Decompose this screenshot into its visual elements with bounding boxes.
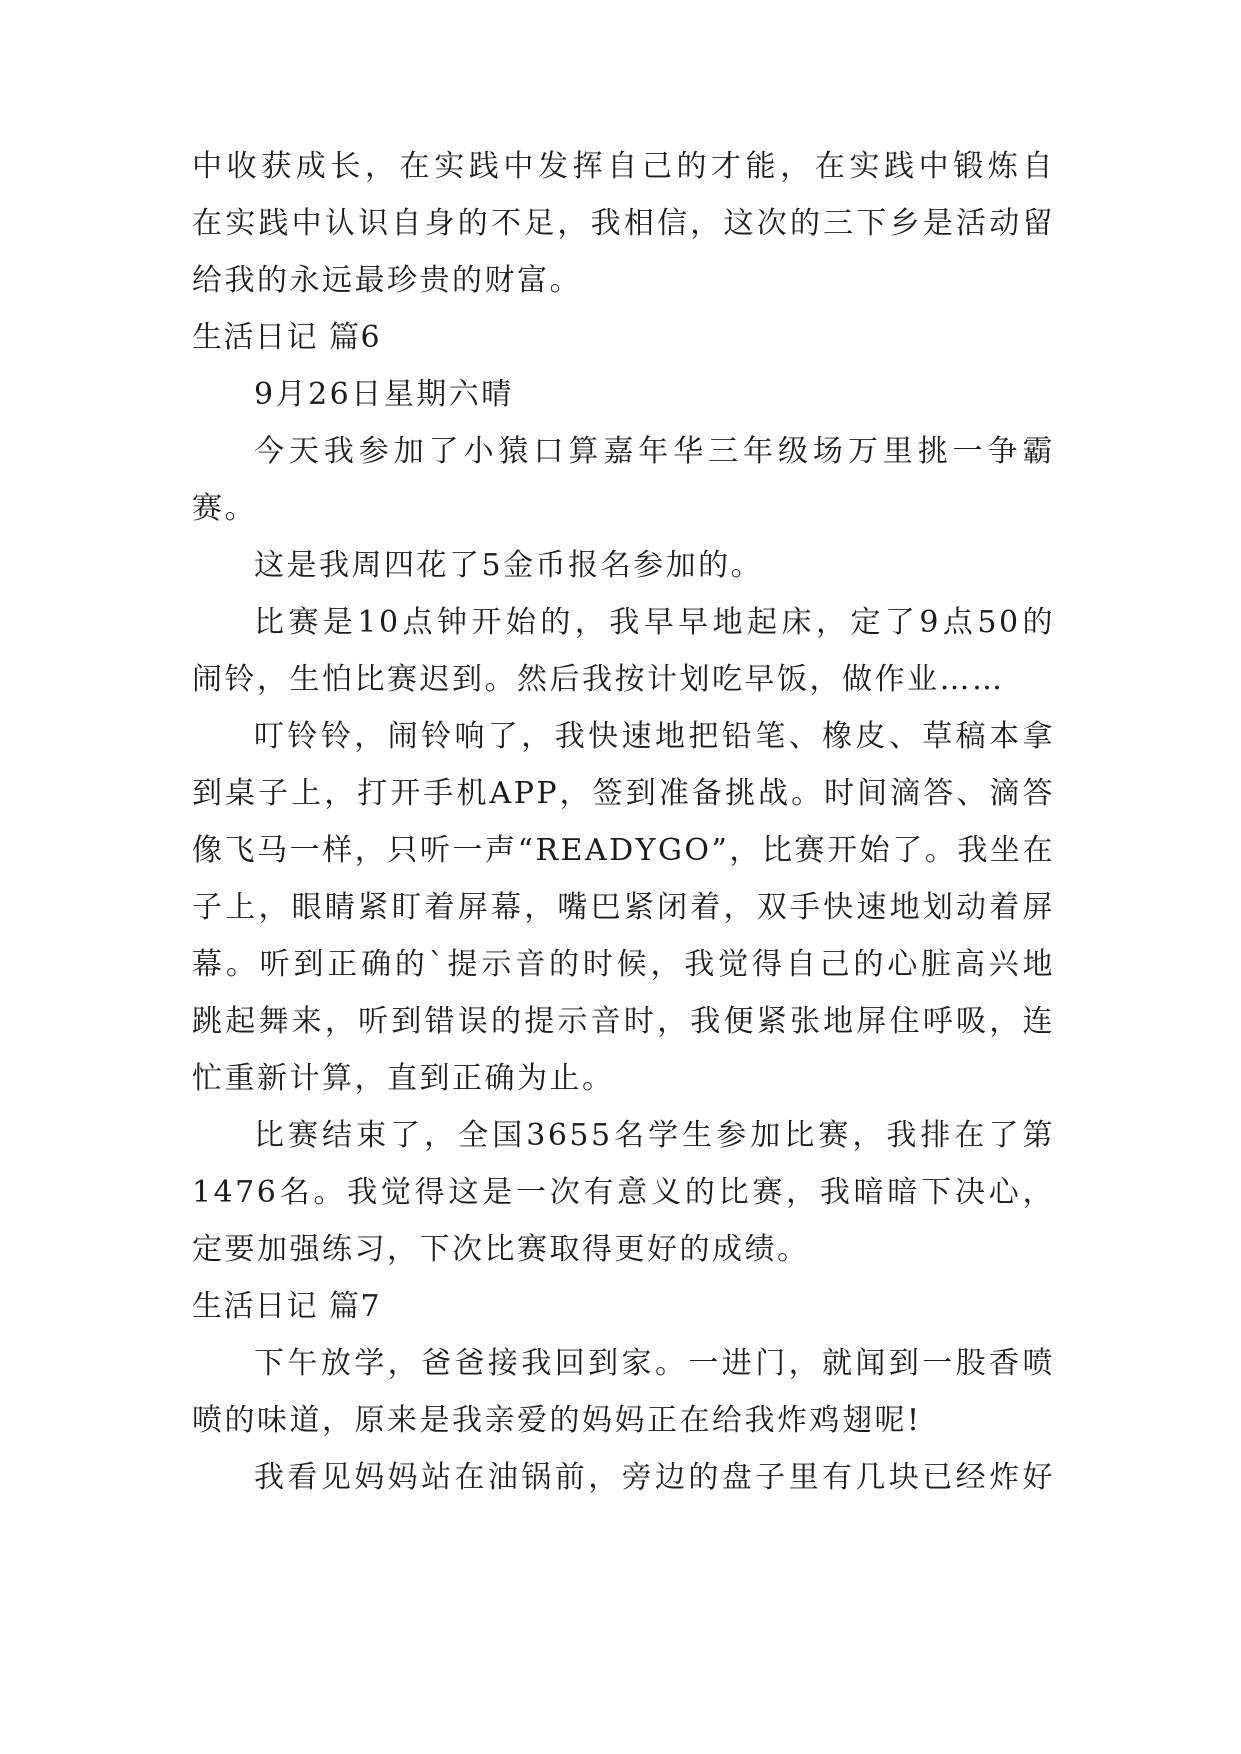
text-line: 我看见妈妈站在油锅前，旁边的盘子里有几块已经炸好 [254, 1460, 1055, 1495]
text-line: 1476名。我觉得这是一次有意义的比赛，我暗暗下决心， [192, 1175, 1055, 1210]
text-line: 今天我参加了小猿口算嘉年华三年级场万里挑一争霸 [254, 434, 1055, 469]
text-line: 定要加强练习，下次比赛取得更好的成绩。 [192, 1232, 810, 1267]
text-line: 像飞马一样，只听一声“READYGO”，比赛开始了。我坐在 [192, 833, 1055, 868]
text-line: 子上，眼睛紧盯着屏幕，嘴巴紧闭着，双手快速地划动着屏 [192, 890, 1055, 925]
text-line: 赛。 [192, 491, 257, 526]
text-line: 下午放学，爸爸接我回到家。一进门，就闻到一股香喷 [254, 1346, 1055, 1381]
text-line: 幕。听到正确的`提示音的时候，我觉得自己的心脏高兴地 [192, 947, 1055, 982]
text-line: 这是我周四花了5金币报名参加的。 [254, 548, 764, 583]
text-line: 叮铃铃，闹铃响了，我快速地把铅笔、橡皮、草稿本拿 [254, 719, 1055, 754]
text-line: 比赛是10点钟开始的，我早早地起床，定了9点50的 [254, 605, 1055, 640]
text-line: 跳起舞来，听到错误的提示音时，我便紧张地屏住呼吸，连 [192, 1004, 1055, 1039]
text-line: 9月26日星期六晴 [254, 377, 514, 412]
text-line: 给我的永远最珍贵的财富。 [192, 263, 582, 298]
text-line: 中收获成长，在实践中发挥自己的才能，在实践中锻炼自 [192, 149, 1055, 184]
text-line: 喷的味道，原来是我亲爱的妈妈正在给我炸鸡翅呢! [192, 1403, 922, 1438]
document-page [192, 138, 1055, 1506]
text-line: 闹铃，生怕比赛迟到。然后我按计划吃早饭，做作业…… [192, 662, 1005, 697]
text-line: 比赛结束了，全国3655名学生参加比赛，我排在了第 [254, 1118, 1055, 1153]
text-line: 在实践中认识自身的不足，我相信，这次的三下乡是活动留 [192, 206, 1055, 241]
section-heading: 生活日记 篇6 [192, 320, 382, 355]
section-heading: 生活日记 篇7 [192, 1289, 382, 1324]
text-line: 到桌子上，打开手机APP，签到准备挑战。时间滴答、滴答 [192, 776, 1055, 811]
text-line: 忙重新计算，直到正确为止。 [192, 1061, 615, 1096]
